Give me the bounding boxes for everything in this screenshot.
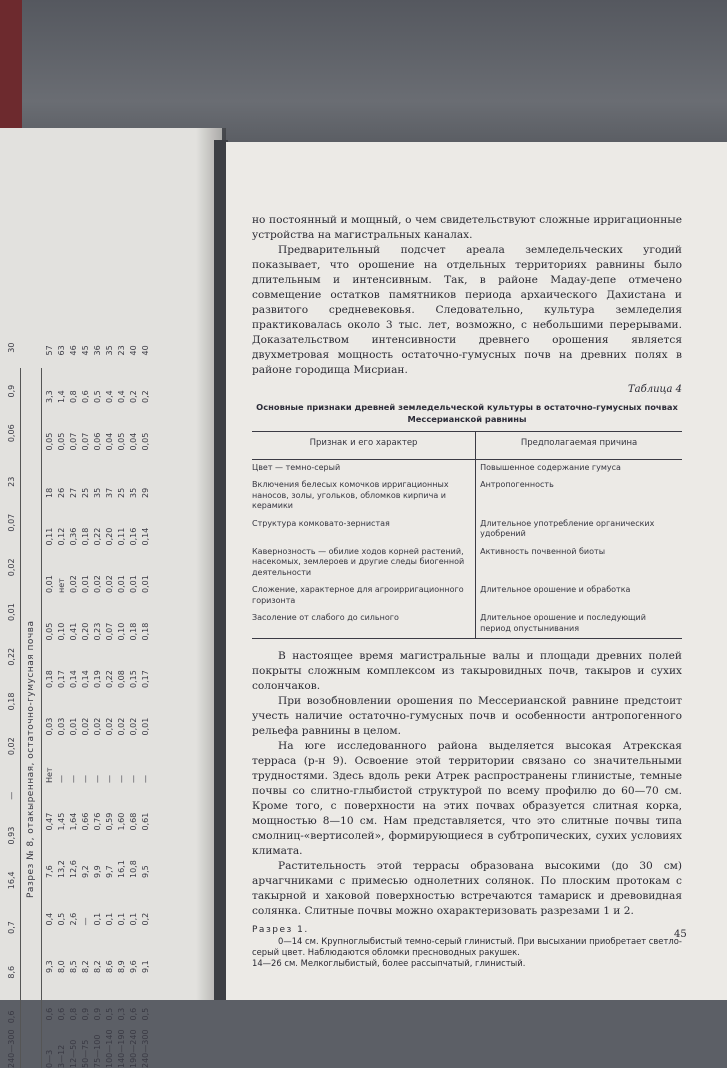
table-cell: 45 bbox=[80, 308, 92, 356]
table-cell: 26 bbox=[56, 451, 68, 499]
table-cell: — bbox=[68, 736, 80, 784]
table-cell: 35 bbox=[92, 451, 104, 499]
table-row bbox=[252, 582, 682, 610]
table-row bbox=[104, 308, 116, 1068]
table-cell: 8,6 bbox=[6, 934, 18, 979]
table-cell: 0,76 bbox=[92, 783, 104, 831]
table-cell: 0,4 bbox=[44, 878, 56, 926]
table-cell: 0,14 bbox=[80, 641, 92, 689]
table-cell: 0,05 bbox=[56, 403, 68, 451]
table-cell: — bbox=[140, 736, 152, 784]
table-row bbox=[44, 308, 56, 1068]
table-row bbox=[252, 477, 682, 516]
table-cell: 9,9 bbox=[92, 831, 104, 879]
table-cell: 0,5 bbox=[140, 973, 152, 1021]
table-cell: 36 bbox=[92, 308, 104, 356]
cause-cell: Длительное орошение и последующий период опустынивания bbox=[476, 610, 682, 639]
table-cell: 0,22 bbox=[6, 621, 18, 666]
table-cell: 0,01 bbox=[68, 688, 80, 736]
feature-cell: Включения белесых комочков ирригационных наносов, золы, угольков, обломков кирпича и керамики bbox=[252, 477, 476, 516]
table-cell: 0,6 bbox=[80, 356, 92, 404]
table-cell: 0,18 bbox=[128, 593, 140, 641]
table-cell: 40 bbox=[128, 308, 140, 356]
table-cell: 0,59 bbox=[104, 783, 116, 831]
table-cell: 0,20 bbox=[104, 498, 116, 546]
table-cell: 0,18 bbox=[80, 498, 92, 546]
feature-cell: Цвет — темно-серый bbox=[252, 459, 476, 477]
table-row bbox=[56, 308, 68, 1068]
table-cell: 0,01 bbox=[140, 688, 152, 736]
footnote-title: Разрез 1. bbox=[252, 925, 682, 936]
table-cell: 0,66 bbox=[80, 783, 92, 831]
table-cell: 0,1 bbox=[92, 878, 104, 926]
table-cell: — bbox=[116, 736, 128, 784]
table-cell: 12—50 bbox=[68, 1021, 80, 1068]
page-number: 45 bbox=[674, 929, 687, 940]
table-row bbox=[252, 459, 682, 477]
table-cell: 0,01 bbox=[116, 546, 128, 594]
table-cell: 9,6 bbox=[128, 926, 140, 974]
table-cell: 1,60 bbox=[116, 783, 128, 831]
table-cell: 37 bbox=[104, 451, 116, 499]
book-cover-edge bbox=[0, 0, 22, 140]
table-cell: 13,2 bbox=[56, 831, 68, 879]
table-cell: 46 bbox=[68, 308, 80, 356]
table-cell: 0,9 bbox=[80, 973, 92, 1021]
table-cell: 0,03 bbox=[56, 688, 68, 736]
table-cell: 0,5 bbox=[56, 878, 68, 926]
table-cell: 0,11 bbox=[116, 498, 128, 546]
table-cell: 0,10 bbox=[116, 593, 128, 641]
table-cell: 23 bbox=[116, 308, 128, 356]
table-cell: — bbox=[80, 878, 92, 926]
rotated-data-table bbox=[6, 308, 216, 1068]
table-cell: 0,3 bbox=[116, 973, 128, 1021]
table-cell: 0,01 bbox=[128, 546, 140, 594]
table-cell: 0,02 bbox=[128, 688, 140, 736]
table-cell: 0,7 bbox=[6, 889, 18, 934]
table-cell: 0,68 bbox=[128, 783, 140, 831]
table-cell: 1,64 bbox=[68, 783, 80, 831]
table-cell: 0,4 bbox=[116, 356, 128, 404]
table-cell: 25 bbox=[116, 451, 128, 499]
table-row bbox=[252, 610, 682, 639]
table-cell: 0,8 bbox=[68, 356, 80, 404]
table-row bbox=[128, 308, 140, 1068]
paragraph: Предварительный подсчет ареала земледельческих угодий показывает, что орошение на отдельных территориях равнины было длительным и интенсивным. Так, в районе Мадау-депе отмечено совмещение остатков памятников периода архаического Дахистана и развитого средневековья. Следовательно, культура земледелия практиковалась около 3 тыс. лет, возможно, с небольшими перерывами. Доказательством интенсивности древнего орошения является двухметровая мощность остаточно-гумусных почв на древних полях в районе городища Мисриан. bbox=[252, 243, 682, 378]
table-cell: 0,07 bbox=[6, 487, 18, 532]
table-cell: 240—300 bbox=[6, 1023, 18, 1068]
table-cell: 35 bbox=[128, 451, 140, 499]
table-cell: 0,01 bbox=[140, 546, 152, 594]
table-cell: 1,45 bbox=[56, 783, 68, 831]
table-cell: 9,1 bbox=[140, 926, 152, 974]
table-row bbox=[140, 308, 152, 1068]
table-label: Таблица 4 bbox=[252, 382, 682, 397]
table-cell: 190—240 bbox=[128, 1021, 140, 1068]
table-cell: 0,8 bbox=[68, 973, 80, 1021]
table-cell: 0,1 bbox=[116, 878, 128, 926]
table-caption: Разрез № 8, отакыренная, остаточно-гумусная почва bbox=[23, 308, 39, 1068]
table-cell: 0,2 bbox=[128, 356, 140, 404]
table-cell: 0,22 bbox=[92, 498, 104, 546]
table-row bbox=[80, 308, 92, 1068]
table-cell: 0,14 bbox=[68, 641, 80, 689]
table-cell: 0,02 bbox=[104, 688, 116, 736]
table-cell: 0,6 bbox=[56, 973, 68, 1021]
table-rule bbox=[20, 368, 21, 1068]
table-cell: 0,01 bbox=[6, 576, 18, 621]
table-cell: 0,04 bbox=[128, 403, 140, 451]
table-cell: 140—190 bbox=[116, 1021, 128, 1068]
table-cell: — bbox=[56, 736, 68, 784]
table-cell: 0,20 bbox=[80, 593, 92, 641]
table-cell: 18 bbox=[44, 451, 56, 499]
table-cell: 0,17 bbox=[140, 641, 152, 689]
paragraph: В настоящее время магистральные валы и площади древних полей покрыты сложным комплексом из такыровидных почв, такыров и сухих солончаков. bbox=[252, 649, 682, 694]
table-cell: 0,2 bbox=[140, 356, 152, 404]
table-cell: 0,41 bbox=[68, 593, 80, 641]
table-cell: 100—140 bbox=[104, 1021, 116, 1068]
table-cell: 0,05 bbox=[44, 593, 56, 641]
table-cell: 12,6 bbox=[68, 831, 80, 879]
table-cell: нет bbox=[56, 546, 68, 594]
table-cell: 0,02 bbox=[6, 710, 18, 755]
table-rule bbox=[41, 368, 42, 1068]
table-cell: 0,1 bbox=[104, 878, 116, 926]
paragraph: При возобновлении орошения по Мессерианской равнине предстоит учесть наличие остаточно-гумусных почв и особенности антропогенного рельефа равнины в целом. bbox=[252, 694, 682, 739]
table-cell: 0,47 bbox=[44, 783, 56, 831]
table-cell: 0,02 bbox=[104, 546, 116, 594]
cause-cell: Длительное орошение и обработка bbox=[476, 582, 682, 610]
table-cell: — bbox=[128, 736, 140, 784]
table-cell: 0,2 bbox=[140, 878, 152, 926]
table-cell: 3,3 bbox=[44, 356, 56, 404]
table-row bbox=[116, 308, 128, 1068]
table-cell: 29 bbox=[140, 451, 152, 499]
table-cell: 0,5 bbox=[92, 356, 104, 404]
table-cell: 0,9 bbox=[92, 973, 104, 1021]
table-cell: 75—100 bbox=[92, 1021, 104, 1068]
table-cell: 8,2 bbox=[92, 926, 104, 974]
table-cell: 0,03 bbox=[44, 688, 56, 736]
table-cell: 0,11 bbox=[44, 498, 56, 546]
page-content bbox=[252, 213, 682, 969]
table-cell: — bbox=[6, 755, 18, 800]
table-cell: 240—300 bbox=[140, 1021, 152, 1068]
table-cell: 57 bbox=[44, 308, 56, 356]
table-cell: 30 bbox=[6, 308, 18, 353]
table-cell: 0,07 bbox=[68, 403, 80, 451]
table-cell: 10,8 bbox=[128, 831, 140, 879]
table-cell: 0,22 bbox=[104, 641, 116, 689]
table-cell: 0,6 bbox=[128, 973, 140, 1021]
column-header: Предполагаемая причина bbox=[476, 432, 682, 460]
table-cell: 8,9 bbox=[116, 926, 128, 974]
column-header: Признак и его характер bbox=[252, 432, 476, 460]
table-cell: 0,1 bbox=[128, 878, 140, 926]
table-cell: 0,23 bbox=[92, 593, 104, 641]
table-cell: 0,9 bbox=[6, 353, 18, 398]
table-cell: 50—75 bbox=[80, 1021, 92, 1068]
table-cell: 9,5 bbox=[140, 831, 152, 879]
table-cell: 9,2 bbox=[80, 831, 92, 879]
table-cell: 0,6 bbox=[44, 973, 56, 1021]
table-cell: 0,02 bbox=[80, 688, 92, 736]
table-row bbox=[252, 516, 682, 544]
table-cell: 8,2 bbox=[80, 926, 92, 974]
table-body bbox=[44, 308, 152, 1068]
table-cell: 0,18 bbox=[140, 593, 152, 641]
table-cell: 0,6 bbox=[6, 979, 18, 1024]
left-page bbox=[0, 128, 222, 1000]
table-cell: 0,05 bbox=[140, 403, 152, 451]
table-cell: 0,06 bbox=[92, 403, 104, 451]
table-cell: 0,02 bbox=[68, 546, 80, 594]
table-cell: 0,5 bbox=[104, 973, 116, 1021]
table-cell: 63 bbox=[56, 308, 68, 356]
table-cell: 0,4 bbox=[104, 356, 116, 404]
table-cell: 0,04 bbox=[104, 403, 116, 451]
paragraph: На юге исследованного района выделяется высокая Атрекская терраса (р-н 9). Освоение этой территории связано со значительными трудностями. Здесь вдоль реки Атрек распространены глинистые, темные почвы со слитно-глыбистой структурой по всему профилю до 60—70 см. Кроме того, с поверхности на этих почвах образуется слитная корка, мощностью 8—10 см. Нам представляется, что это слитные почвы типа смолниц-«вертисолей», формирующиеся в субтропических, сухих условиях климата. bbox=[252, 739, 682, 859]
cause-cell: Длительное употребление органических удобрений bbox=[476, 516, 682, 544]
table-cell: 0,10 bbox=[56, 593, 68, 641]
table-cell: 0,01 bbox=[44, 546, 56, 594]
table-cell: 2,6 bbox=[68, 878, 80, 926]
table-cell: 40 bbox=[140, 308, 152, 356]
table-cell: 27 bbox=[68, 451, 80, 499]
cause-cell: Антропогенность bbox=[476, 477, 682, 516]
table-cell: 16,1 bbox=[116, 831, 128, 879]
table-cell: 0,93 bbox=[6, 800, 18, 845]
table-cell: 0,16 bbox=[128, 498, 140, 546]
table-cell: 3—12 bbox=[56, 1021, 68, 1068]
table-cell: 0,61 bbox=[140, 783, 152, 831]
footnote bbox=[252, 925, 682, 969]
paragraph: Растительность этой террасы образована высокими (до 30 см) арчагчниками с примесью однолетних солянок. По плоским протокам с такырной и хаковой поверхностью встречаются тамариск и древовидная солянка. Слитные почвы можно охарактеризовать разрезами 1 и 2. bbox=[252, 859, 682, 919]
footnote-line: 0—14 см. Крупноглыбистый темно-серый глинистый. При высыхании приобретает светло-серый цвет. Наблюдаются обломки пресноводных ракушек. bbox=[252, 936, 682, 958]
table-cell: — bbox=[92, 736, 104, 784]
table-cell: 35 bbox=[104, 308, 116, 356]
feature-cell: Структура комковато-зернистая bbox=[252, 516, 476, 544]
footnote-line: 14—26 см. Мелкоглыбистый, более рассыпчатый, глинистый. bbox=[252, 958, 682, 969]
cause-cell: Активность почвенной биоты bbox=[476, 544, 682, 583]
features-table bbox=[252, 431, 682, 639]
table-cell: 0,19 bbox=[92, 641, 104, 689]
table-cell: 16,4 bbox=[6, 844, 18, 889]
table-cell: 0,17 bbox=[56, 641, 68, 689]
paragraph: но постоянный и мощный, о чем свидетельствуют сложные ирригационные устройства на магистральных каналах. bbox=[252, 213, 682, 243]
feature-cell: Кавернозность — обилие ходов корней растений, насекомых, землероев и другие следы биогенной деятельности bbox=[252, 544, 476, 583]
table-cell: 1,4 bbox=[56, 356, 68, 404]
table-cell: 0,18 bbox=[6, 666, 18, 711]
table-row bbox=[252, 544, 682, 583]
table-cell: 0,18 bbox=[44, 641, 56, 689]
table-cell: 25 bbox=[80, 451, 92, 499]
table-row bbox=[92, 308, 104, 1068]
table-cell: 0,01 bbox=[80, 546, 92, 594]
table-cell: 0,36 bbox=[68, 498, 80, 546]
table-cell: 0,02 bbox=[92, 546, 104, 594]
table-cell: 0,02 bbox=[116, 688, 128, 736]
table-cell: 0,05 bbox=[116, 403, 128, 451]
table-cell: 8,5 bbox=[68, 926, 80, 974]
table-row bbox=[68, 308, 80, 1068]
table-cell: 0,14 bbox=[140, 498, 152, 546]
table-cell: 0,07 bbox=[80, 403, 92, 451]
table-cell: 0,15 bbox=[128, 641, 140, 689]
table-cell: — bbox=[104, 736, 116, 784]
feature-cell: Сложение, характерное для агроирригационного горизонта bbox=[252, 582, 476, 610]
table-cell: 7,6 bbox=[44, 831, 56, 879]
table-cell: 0,12 bbox=[56, 498, 68, 546]
table-cell: 8,0 bbox=[56, 926, 68, 974]
table-title: Основные признаки древней земледельческой культуры в остаточно-гумусных почвах Мессерианской равнины bbox=[252, 401, 682, 425]
dark-background bbox=[0, 0, 727, 145]
table-cell: 9,3 bbox=[44, 926, 56, 974]
table-cell: 8,6 bbox=[104, 926, 116, 974]
table-cell: 23 bbox=[6, 442, 18, 487]
table-cell: 0,05 bbox=[44, 403, 56, 451]
cause-cell: Повышенное содержание гумуса bbox=[476, 459, 682, 477]
table-cell: Нет bbox=[44, 736, 56, 784]
table-row-upper bbox=[6, 308, 18, 1068]
table-cell: 0,08 bbox=[116, 641, 128, 689]
table-cell: 0—3 bbox=[44, 1021, 56, 1068]
table-cell: 0,06 bbox=[6, 397, 18, 442]
table-cell: 0,07 bbox=[104, 593, 116, 641]
table-cell: 0,02 bbox=[6, 532, 18, 577]
feature-cell: Засоление от слабого до сильного bbox=[252, 610, 476, 639]
table-cell: 9,7 bbox=[104, 831, 116, 879]
table-cell: 0,02 bbox=[92, 688, 104, 736]
table-cell: — bbox=[80, 736, 92, 784]
